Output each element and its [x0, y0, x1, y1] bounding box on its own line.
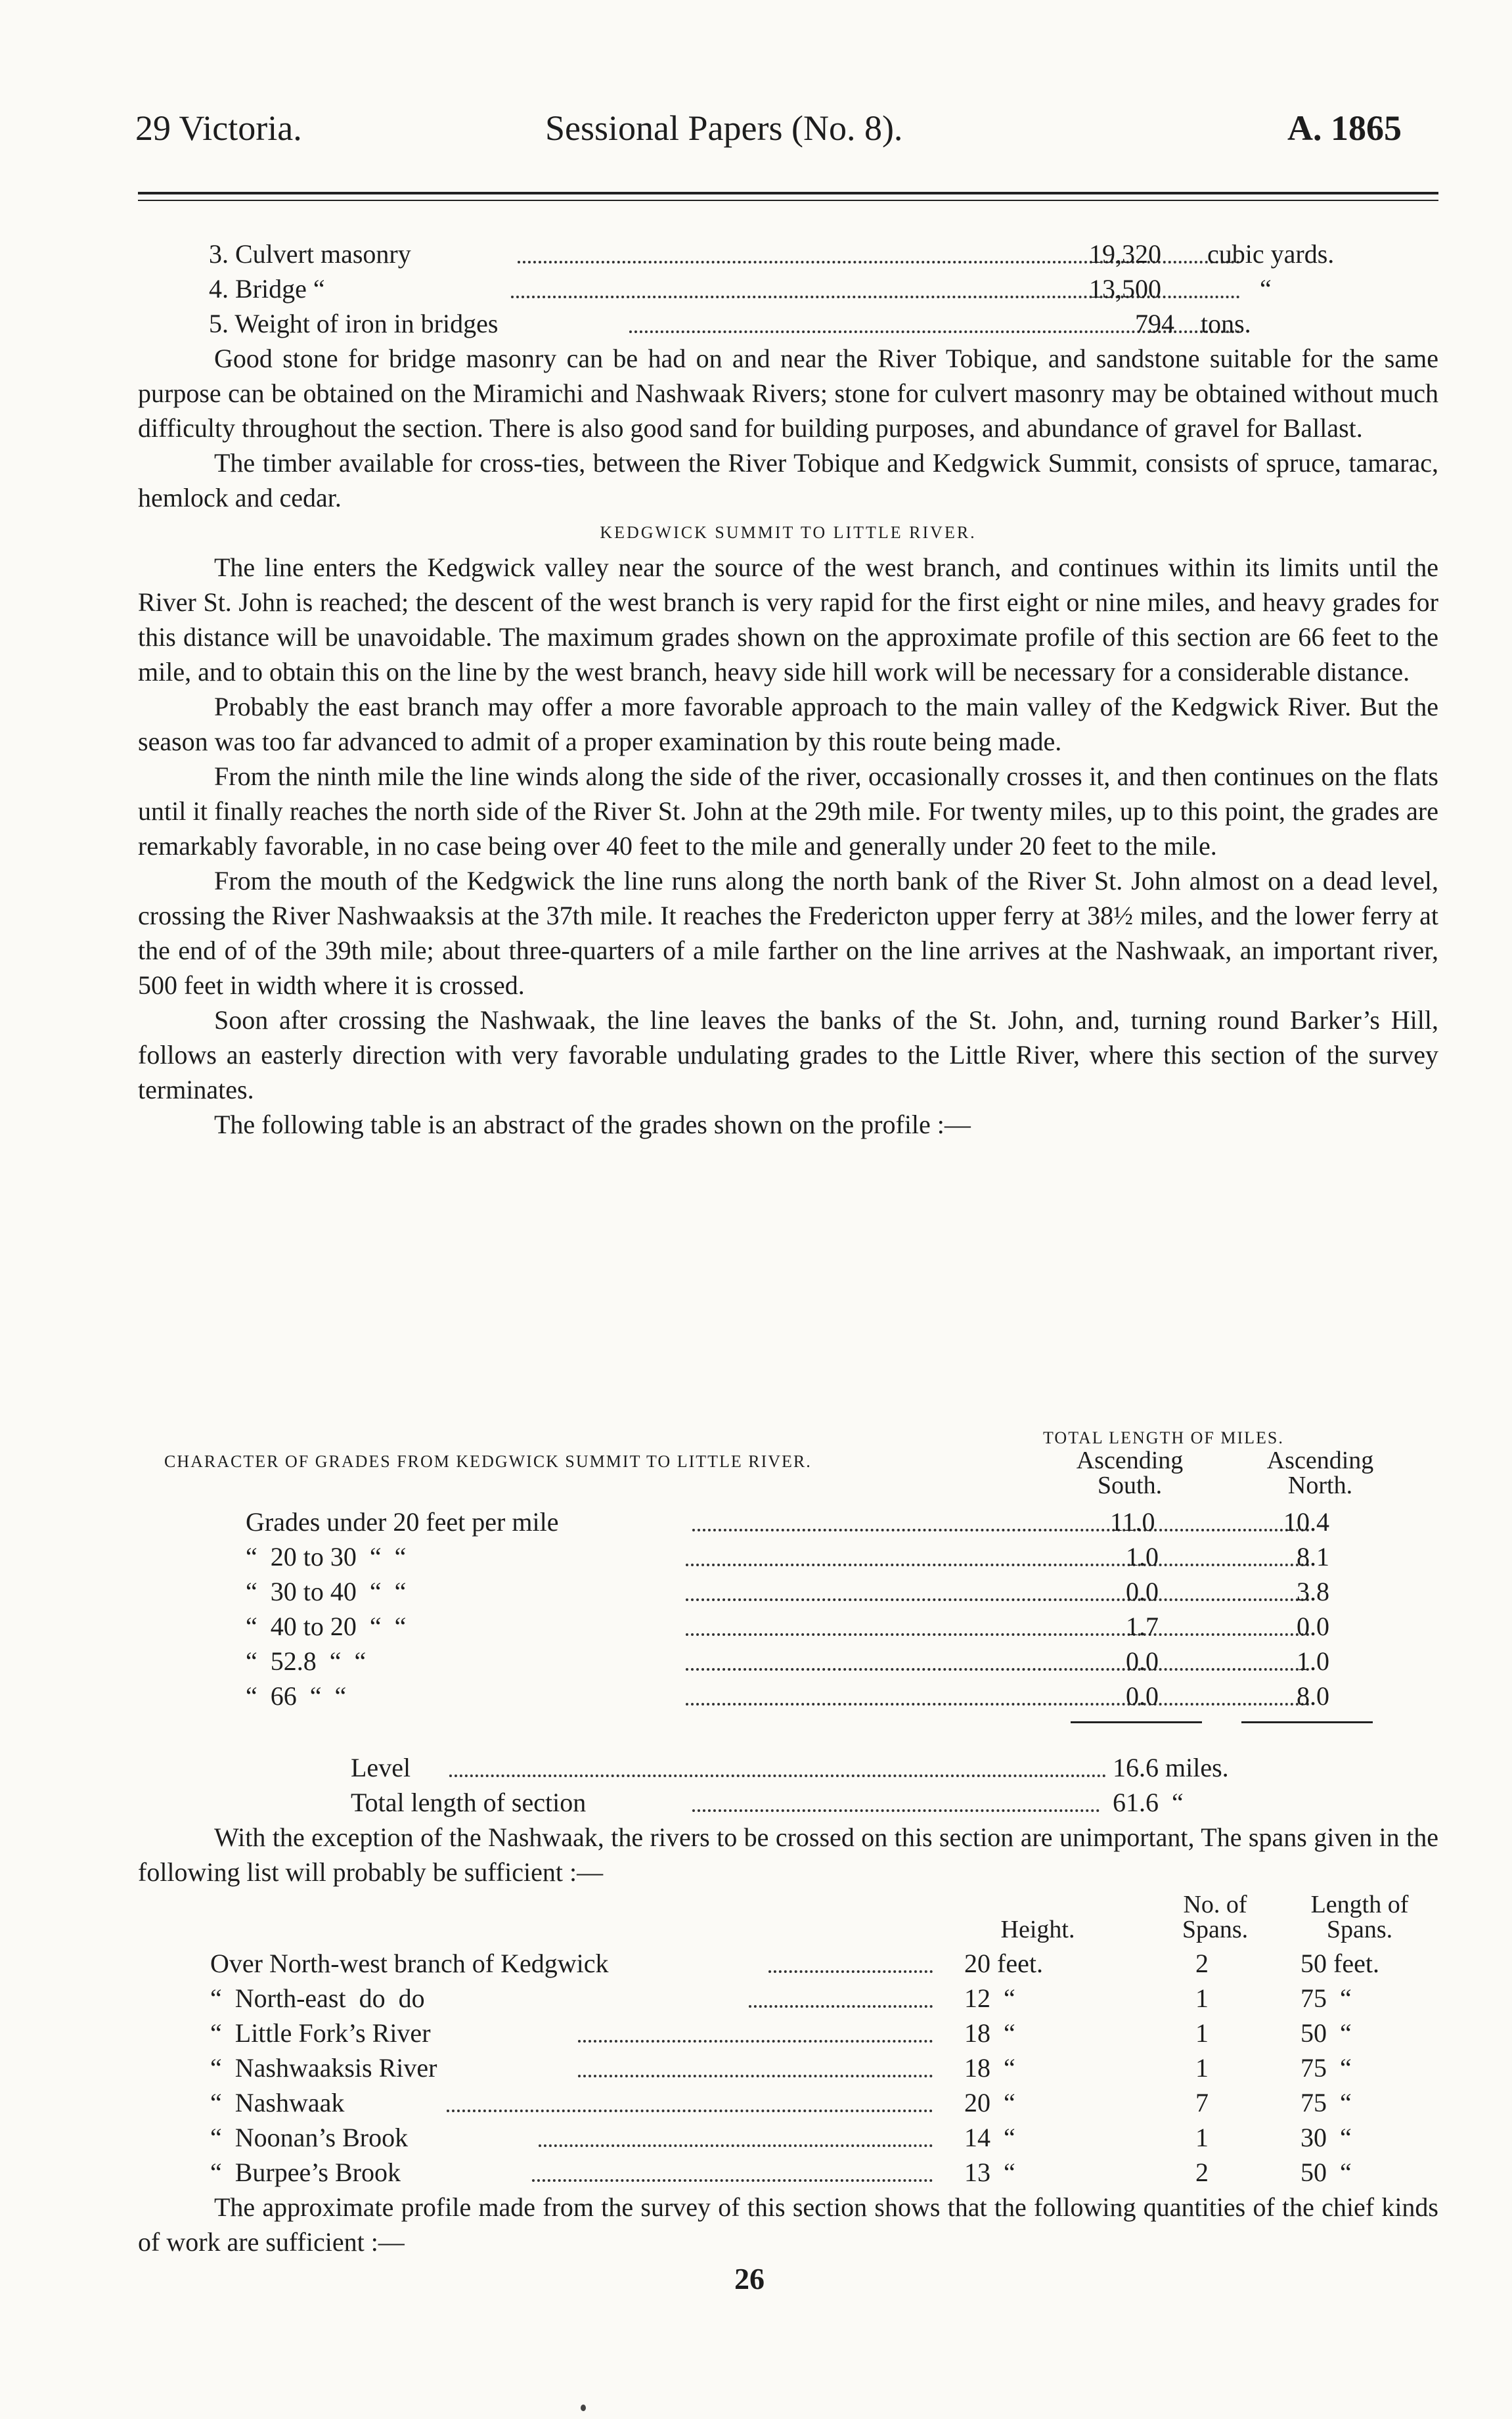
quantity-label: 5. Weight of iron in bridges	[209, 309, 499, 338]
col-length-spans	[1281, 1892, 1438, 1942]
grade-north: 8.0	[1297, 1681, 1329, 1711]
grades-row	[246, 1504, 1402, 1539]
text-block-c	[138, 1820, 1438, 1889]
span-label: “ Noonan’s Brook	[210, 2123, 409, 2152]
grade-label: “ 20 to 30 “ “	[246, 1542, 407, 1571]
grade-label: “ 40 to 20 “ “	[246, 1612, 407, 1641]
span-height: 13 “	[964, 2158, 1015, 2187]
span-length: 75 “	[1301, 1983, 1352, 2013]
quantity-row	[209, 306, 1378, 341]
grade-north: 8.1	[1297, 1542, 1329, 1571]
grades-row	[246, 1574, 1402, 1609]
span-label: “ Nashwaak	[210, 2088, 345, 2117]
grade-north: 0.0	[1297, 1612, 1329, 1641]
span-length: 75 “	[1301, 2053, 1352, 2083]
grade-north: 1.0	[1297, 1646, 1329, 1676]
section-heading: KEDGWICK SUMMIT TO LITTLE RIVER.	[600, 523, 977, 542]
grades-row	[246, 1679, 1402, 1713]
span-label: “ Nashwaaksis River	[210, 2053, 437, 2083]
span-label: “ Burpee’s Brook	[210, 2158, 401, 2187]
span-length: 50 feet.	[1301, 1949, 1379, 1978]
header-session: 29 Victoria.	[135, 108, 302, 148]
grade-south: 0.0	[1126, 1681, 1159, 1711]
level-row	[351, 1750, 1402, 1785]
leader-dots	[749, 2005, 933, 2008]
span-count: 2	[1195, 1949, 1209, 1978]
text-block-a	[138, 341, 1438, 1142]
span-height: 18 “	[964, 2018, 1015, 2048]
span-count: 7	[1195, 2088, 1209, 2117]
span-height: 20 “	[964, 2088, 1015, 2117]
col-head-line: Ascending	[1076, 1447, 1184, 1474]
sum-rule	[1071, 1721, 1202, 1723]
leader-dots	[686, 1598, 1310, 1601]
page-number: 26	[734, 2262, 765, 2295]
span-row	[210, 2085, 1425, 2120]
span-label: “ North-east do do	[210, 1983, 425, 2013]
col-head-line: North.	[1287, 1472, 1353, 1499]
grades-row	[246, 1609, 1402, 1644]
grades-group-header: TOTAL LENGTH OF MILES.	[1043, 1428, 1284, 1447]
quantity-row	[209, 237, 1378, 271]
sum-rule	[1241, 1721, 1373, 1723]
span-count: 2	[1195, 2158, 1209, 2187]
grade-south: 0.0	[1126, 1577, 1159, 1606]
span-length: 30 “	[1301, 2123, 1352, 2152]
quantity-value: 794	[1135, 309, 1174, 338]
level-label: Level	[351, 1753, 411, 1782]
grade-north: 10.4	[1283, 1507, 1329, 1537]
quantity-value: 19,320	[1089, 239, 1161, 269]
span-length: 75 “	[1301, 2088, 1352, 2117]
leader-dots	[578, 2075, 933, 2077]
col-num-spans	[1143, 1892, 1287, 1942]
col-ascending-south	[1051, 1448, 1209, 1498]
paragraph: The approximate profile made from the survey of this section shows that the following quantities of the chief kinds of work are sufficient :—	[138, 2192, 1438, 2257]
grades-row	[246, 1644, 1402, 1679]
leader-dots	[539, 2144, 933, 2147]
col-head-line: Length of	[1310, 1891, 1409, 1918]
span-length: 50 “	[1301, 2158, 1352, 2187]
header-rule-thin	[138, 200, 1438, 201]
header-year: A. 1865	[1287, 108, 1402, 148]
grade-south: 0.0	[1126, 1646, 1159, 1676]
span-row	[210, 1946, 1425, 1981]
col-height: Height.	[1000, 1916, 1075, 1943]
paragraph: The following table is an abstract of the grades shown on the profile :—	[214, 1110, 971, 1139]
quantity-row	[209, 271, 1378, 306]
quantity-value: 13,500	[1089, 274, 1161, 304]
level-value: 16.6 miles.	[1113, 1753, 1229, 1782]
span-count: 1	[1195, 2053, 1209, 2083]
grade-south: 1.7	[1126, 1612, 1159, 1641]
total-row	[351, 1785, 1402, 1820]
header-title: Sessional Papers (No. 8).	[545, 108, 903, 148]
text-block-d	[138, 2190, 1438, 2259]
span-row	[210, 2050, 1425, 2085]
grade-north: 3.8	[1297, 1577, 1329, 1606]
ink-speck	[581, 2405, 586, 2411]
span-count: 1	[1195, 1983, 1209, 2013]
quantity-label: 4. Bridge “	[209, 274, 325, 304]
paragraph: The timber available for cross-ties, between the River Tobique and Kedgwick Summit, consists of spruce, tamarac, hemlock and cedar.	[138, 448, 1438, 512]
grade-south: 11.0	[1110, 1507, 1155, 1537]
span-label: “ Little Fork’s River	[210, 2018, 431, 2048]
leader-dots	[447, 2110, 933, 2112]
span-row	[210, 1981, 1425, 2016]
paragraph: With the exception of the Nashwaak, the rivers to be crossed on this section are unimportant, The spans given in the following list will probably be sufficient :—	[138, 1822, 1438, 1887]
span-height: 12 “	[964, 1983, 1015, 2013]
leader-dots	[578, 2040, 933, 2043]
span-row	[210, 2120, 1425, 2155]
grades-row	[246, 1539, 1402, 1574]
span-height: 14 “	[964, 2123, 1015, 2152]
col-ascending-north	[1241, 1448, 1399, 1498]
leader-dots	[692, 1809, 1100, 1812]
leader-dots	[692, 1529, 1310, 1531]
span-label: Over North-west branch of Kedgwick	[210, 1949, 609, 1978]
quantity-unit: tons.	[1201, 309, 1251, 338]
paragraph: From the mouth of the Kedgwick the line runs along the north bank of the River St. John almost on a dead level, crossing the River Nashwaaksis at the 37th mile. It reaches the Fredericton upper ferry at 38½ miles, and the lower ferry at the end of of the 39th mile; about three-quarters of a mile farther on the line arrives at the Nashwaak, an important river, 500 feet in width where it is crossed.	[138, 866, 1438, 1000]
col-head-line: Spans.	[1182, 1916, 1249, 1943]
span-row	[210, 2016, 1425, 2050]
leader-dots	[686, 1633, 1310, 1636]
span-count: 1	[1195, 2018, 1209, 2048]
grades-table-title: CHARACTER OF GRADES FROM KEDGWICK SUMMIT TO LITTLE RIVER.	[164, 1452, 812, 1471]
quantity-label: 3. Culvert masonry	[209, 239, 411, 269]
span-row	[210, 2155, 1425, 2190]
leader-dots	[686, 1564, 1310, 1566]
paragraph: Probably the east branch may offer a more favorable approach to the main valley of the Kedgwick River. But the season was too far advanced to admit of a proper examination by this route being made.	[138, 692, 1438, 756]
leader-dots	[686, 1703, 1310, 1706]
quantity-unit: “	[1260, 274, 1272, 304]
span-height: 20 feet.	[964, 1949, 1043, 1978]
leader-dots	[686, 1668, 1310, 1671]
span-length: 50 “	[1301, 2018, 1352, 2048]
grade-label: Grades under 20 feet per mile	[246, 1507, 559, 1537]
paragraph: Good stone for bridge masonry can be had on and near the River Tobique, and sandstone suitable for the same purpose can be obtained on the Miramichi and Nashwaak Rivers; stone for culvert masonry may be obtained without much difficulty throughout the section. There is also good sand for building purposes, and abundance of gravel for Ballast.	[138, 344, 1438, 443]
grade-label: “ 66 “ “	[246, 1681, 347, 1711]
col-head-line: No. of	[1183, 1891, 1247, 1918]
header-rule-thick	[138, 192, 1438, 194]
leader-dots	[768, 1970, 933, 1973]
grade-south: 1.0	[1126, 1542, 1159, 1571]
paragraph: The line enters the Kedgwick valley near the source of the west branch, and continues within its limits until the River St. John is reached; the descent of the west branch is very rapid for the first eight or nine miles, and heavy grades for this distance will be unavoidable. The maximum grades shown on the approximate profile of this section are 66 feet to the mile, and to obtain this on the line by the west branch, heavy side hill work will be necessary for a considerable distance.	[138, 553, 1438, 687]
total-label: Total length of section	[351, 1788, 587, 1817]
span-count: 1	[1195, 2123, 1209, 2152]
col-head-line: South.	[1097, 1472, 1163, 1499]
leader-dots	[532, 2179, 933, 2182]
col-head-line: Ascending	[1266, 1447, 1374, 1474]
grade-label: “ 30 to 40 “ “	[246, 1577, 407, 1606]
leader-dots	[449, 1775, 1106, 1777]
span-height: 18 “	[964, 2053, 1015, 2083]
quantity-unit: cubic yards.	[1207, 239, 1335, 269]
paragraph: Soon after crossing the Nashwaak, the line leaves the banks of the St. John, and, turning round Barker’s Hill, follows an easterly direction with very favorable undulating grades to the Little River, where this section of the survey terminates.	[138, 1005, 1438, 1104]
grade-label: “ 52.8 “ “	[246, 1646, 367, 1676]
total-value: 61.6 “	[1113, 1788, 1184, 1817]
paragraph: From the ninth mile the line winds along the side of the river, occasionally crosses it, and then continues on the flats until it finally reaches the north side of the River St. John at the 29th mile. For twenty miles, up to this point, the grades are remarkably favorable, in no case being over 40 feet to the mile and generally under 20 feet to the mile.	[138, 761, 1438, 861]
col-head-line: Spans.	[1326, 1916, 1393, 1943]
